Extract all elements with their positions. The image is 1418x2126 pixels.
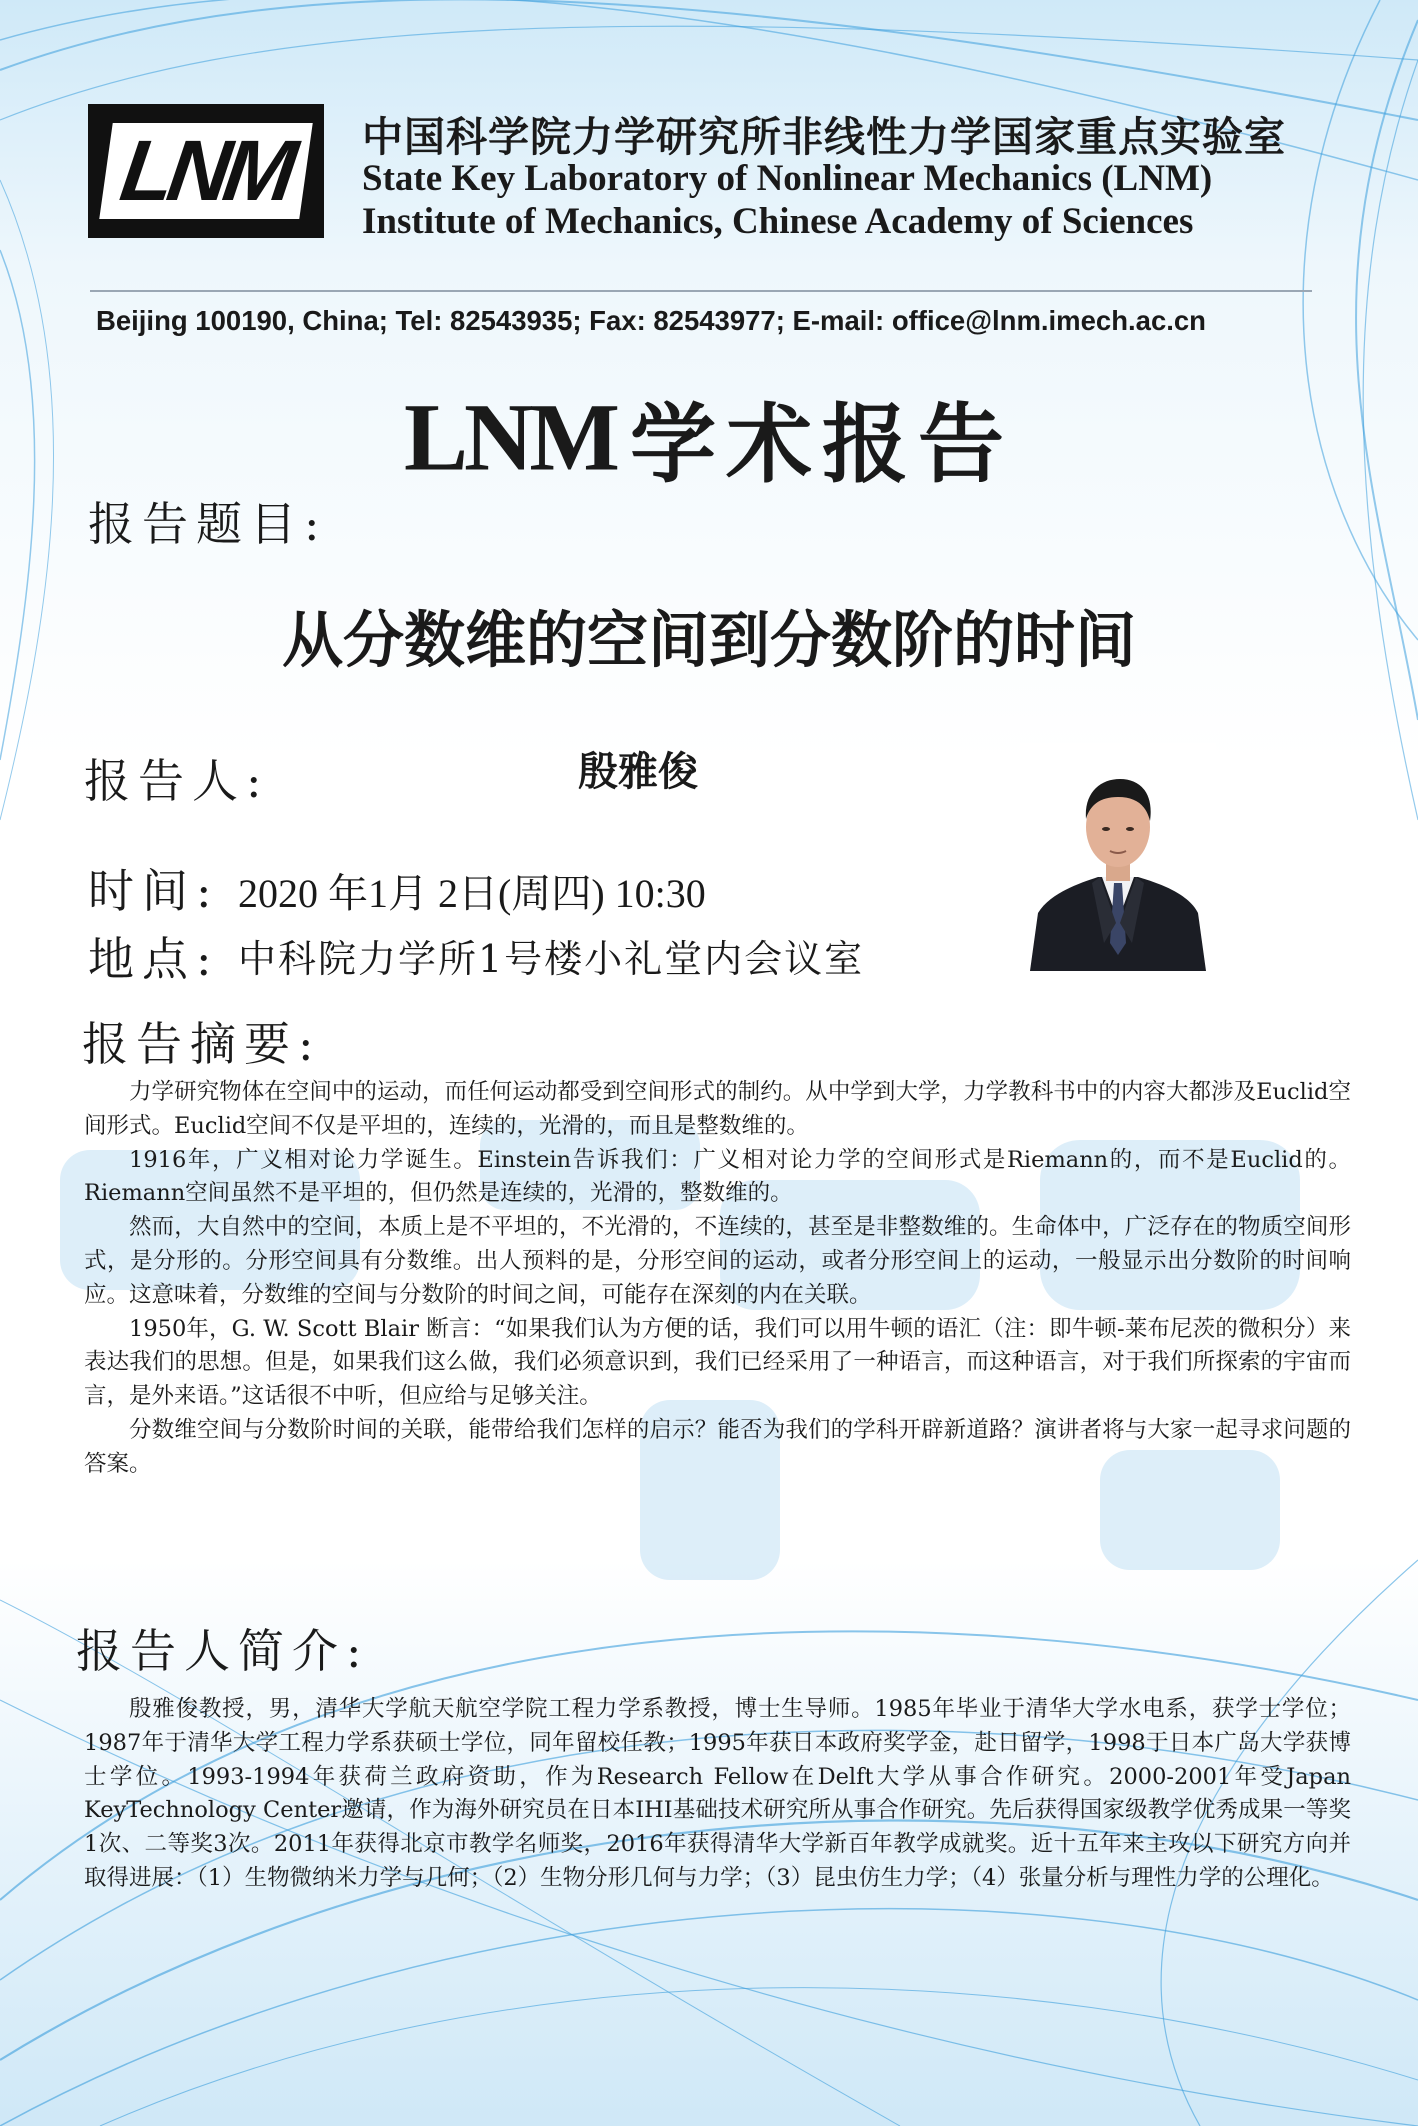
time-value: 2020 年1月 2日(周四) 10:30 (238, 871, 706, 916)
poster-title (0, 375, 1418, 499)
speaker-name: 殷雅俊 (578, 749, 698, 795)
bio-paragraph: 殷雅俊教授，男，清华大学航天航空学院工程力学系教授，博士生导师。1985年毕业于清华大学水电系，获学士学位；1987年于清华大学工程力学系获硕士学位，同年留校任教；1995年获日本政府奖学金，赴日留学，1998于日本广岛大学获博士学位。1993-1994年获荷兰政府资助，作为Research Fellow在Delft大学从事合作研究。2000-2001年受Japan KeyTechnology Center邀请，作为海外研究员在日本IHI基础技术研究所从事合作研究。先后获得国家级教学优秀成果一等奖1次、二等奖3次。2011年获得北京市教学名师奖，2016年获得清华大学新百年教学成就奖。近十五年来主攻以下研究方向并取得进展：（1）生物微纳米力学与几何；（2）生物分形几何与力学；（3）昆虫仿生力学；（4）张量分析与理性力学的公理化。 (84, 1696, 1351, 1891)
speaker-label: 报告人: (84, 754, 270, 808)
topic-title: 从分数维的空间到分数阶的时间 (281, 605, 1136, 676)
lab-name-en-line1: State Key Laboratory of Nonlinear Mechanics (LNM) (362, 158, 1213, 199)
abstract-body (84, 1076, 1351, 1482)
time-label: 时间: (88, 864, 220, 918)
lab-name-cn: 中国科学院力学研究所非线性力学国家重点实验室 (362, 113, 1286, 161)
abstract-paragraph: 1916年，广义相对论力学诞生。Einstein告诉我们：广义相对论力学的空间形式是Riemann的，而不是Euclid的。Riemann空间虽然不是平坦的，但仍然是连续的，光滑的，整数维的。 (84, 1146, 1351, 1207)
lab-name-en-line2: Institute of Mechanics, Chinese Academy of Sciences (362, 201, 1194, 242)
abstract-label: 报告摘要: (82, 1017, 322, 1071)
abstract-paragraph: 力学研究物体在空间中的运动，而任何运动都受到空间形式的制约。从中学到大学，力学教科书中的内容大都涉及Euclid空间形式。Euclid空间不仅是平坦的，连续的，光滑的，而且是整数维的。 (84, 1079, 1351, 1139)
lnm-logo-text: LNM (115, 123, 297, 219)
abstract-paragraph: 然而，大自然中的空间，本质上是不平坦的，不光滑的，不连续的，甚至是非整数维的。生命体中，广泛存在的物质空间形式，是分形的。分形空间具有分数维。出人预料的是，分形空间的运动，或者分形空间上的运动，一般显示出分数阶的时间响应。这意味着，分数维的空间与分数阶的时间之间，可能存在深刻的内在关联。 (84, 1214, 1351, 1308)
bio-body (84, 1693, 1351, 1896)
lnm-logo (88, 104, 324, 238)
place-value: 中科院力学所1号楼小礼堂内会议室 (238, 937, 865, 981)
poster-title-cn: 学术报告 (629, 394, 1014, 495)
contact-line: Beijing 100190, China; Tel: 82543935; Fax: 82543977; E-mail: office@lnm.imech.ac.cn (96, 305, 1206, 336)
abstract-paragraph: 分数维空间与分数阶时间的关联，能带给我们怎样的启示？能否为我们的学科开辟新道路？演讲者将与大家一起寻求问题的答案。 (84, 1416, 1351, 1477)
abstract-paragraph: 1950年，G. W. Scott Blair 断言：“如果我们认为方便的话，我们可以用牛顿的语汇（注：即牛顿-莱布尼茨的微积分）来表达我们的思想。但是，如果我们这么做，我们必须意识到，我们已经采用了一种语言，而这种语言，对于我们所探索的宇宙而言，是外来语。”这话很不中听，但应给与足够关注。 (84, 1315, 1351, 1410)
topic-label: 报告题目: (88, 497, 328, 551)
speaker-portrait-image (1020, 743, 1216, 971)
bio-label: 报告人简介: (76, 1624, 370, 1678)
header-divider (90, 290, 1312, 292)
speaker-photo (1020, 743, 1216, 971)
lnm-logo-plate (99, 123, 312, 219)
poster-title-latin: LNM (404, 383, 616, 491)
place-label: 地点: (88, 932, 220, 986)
